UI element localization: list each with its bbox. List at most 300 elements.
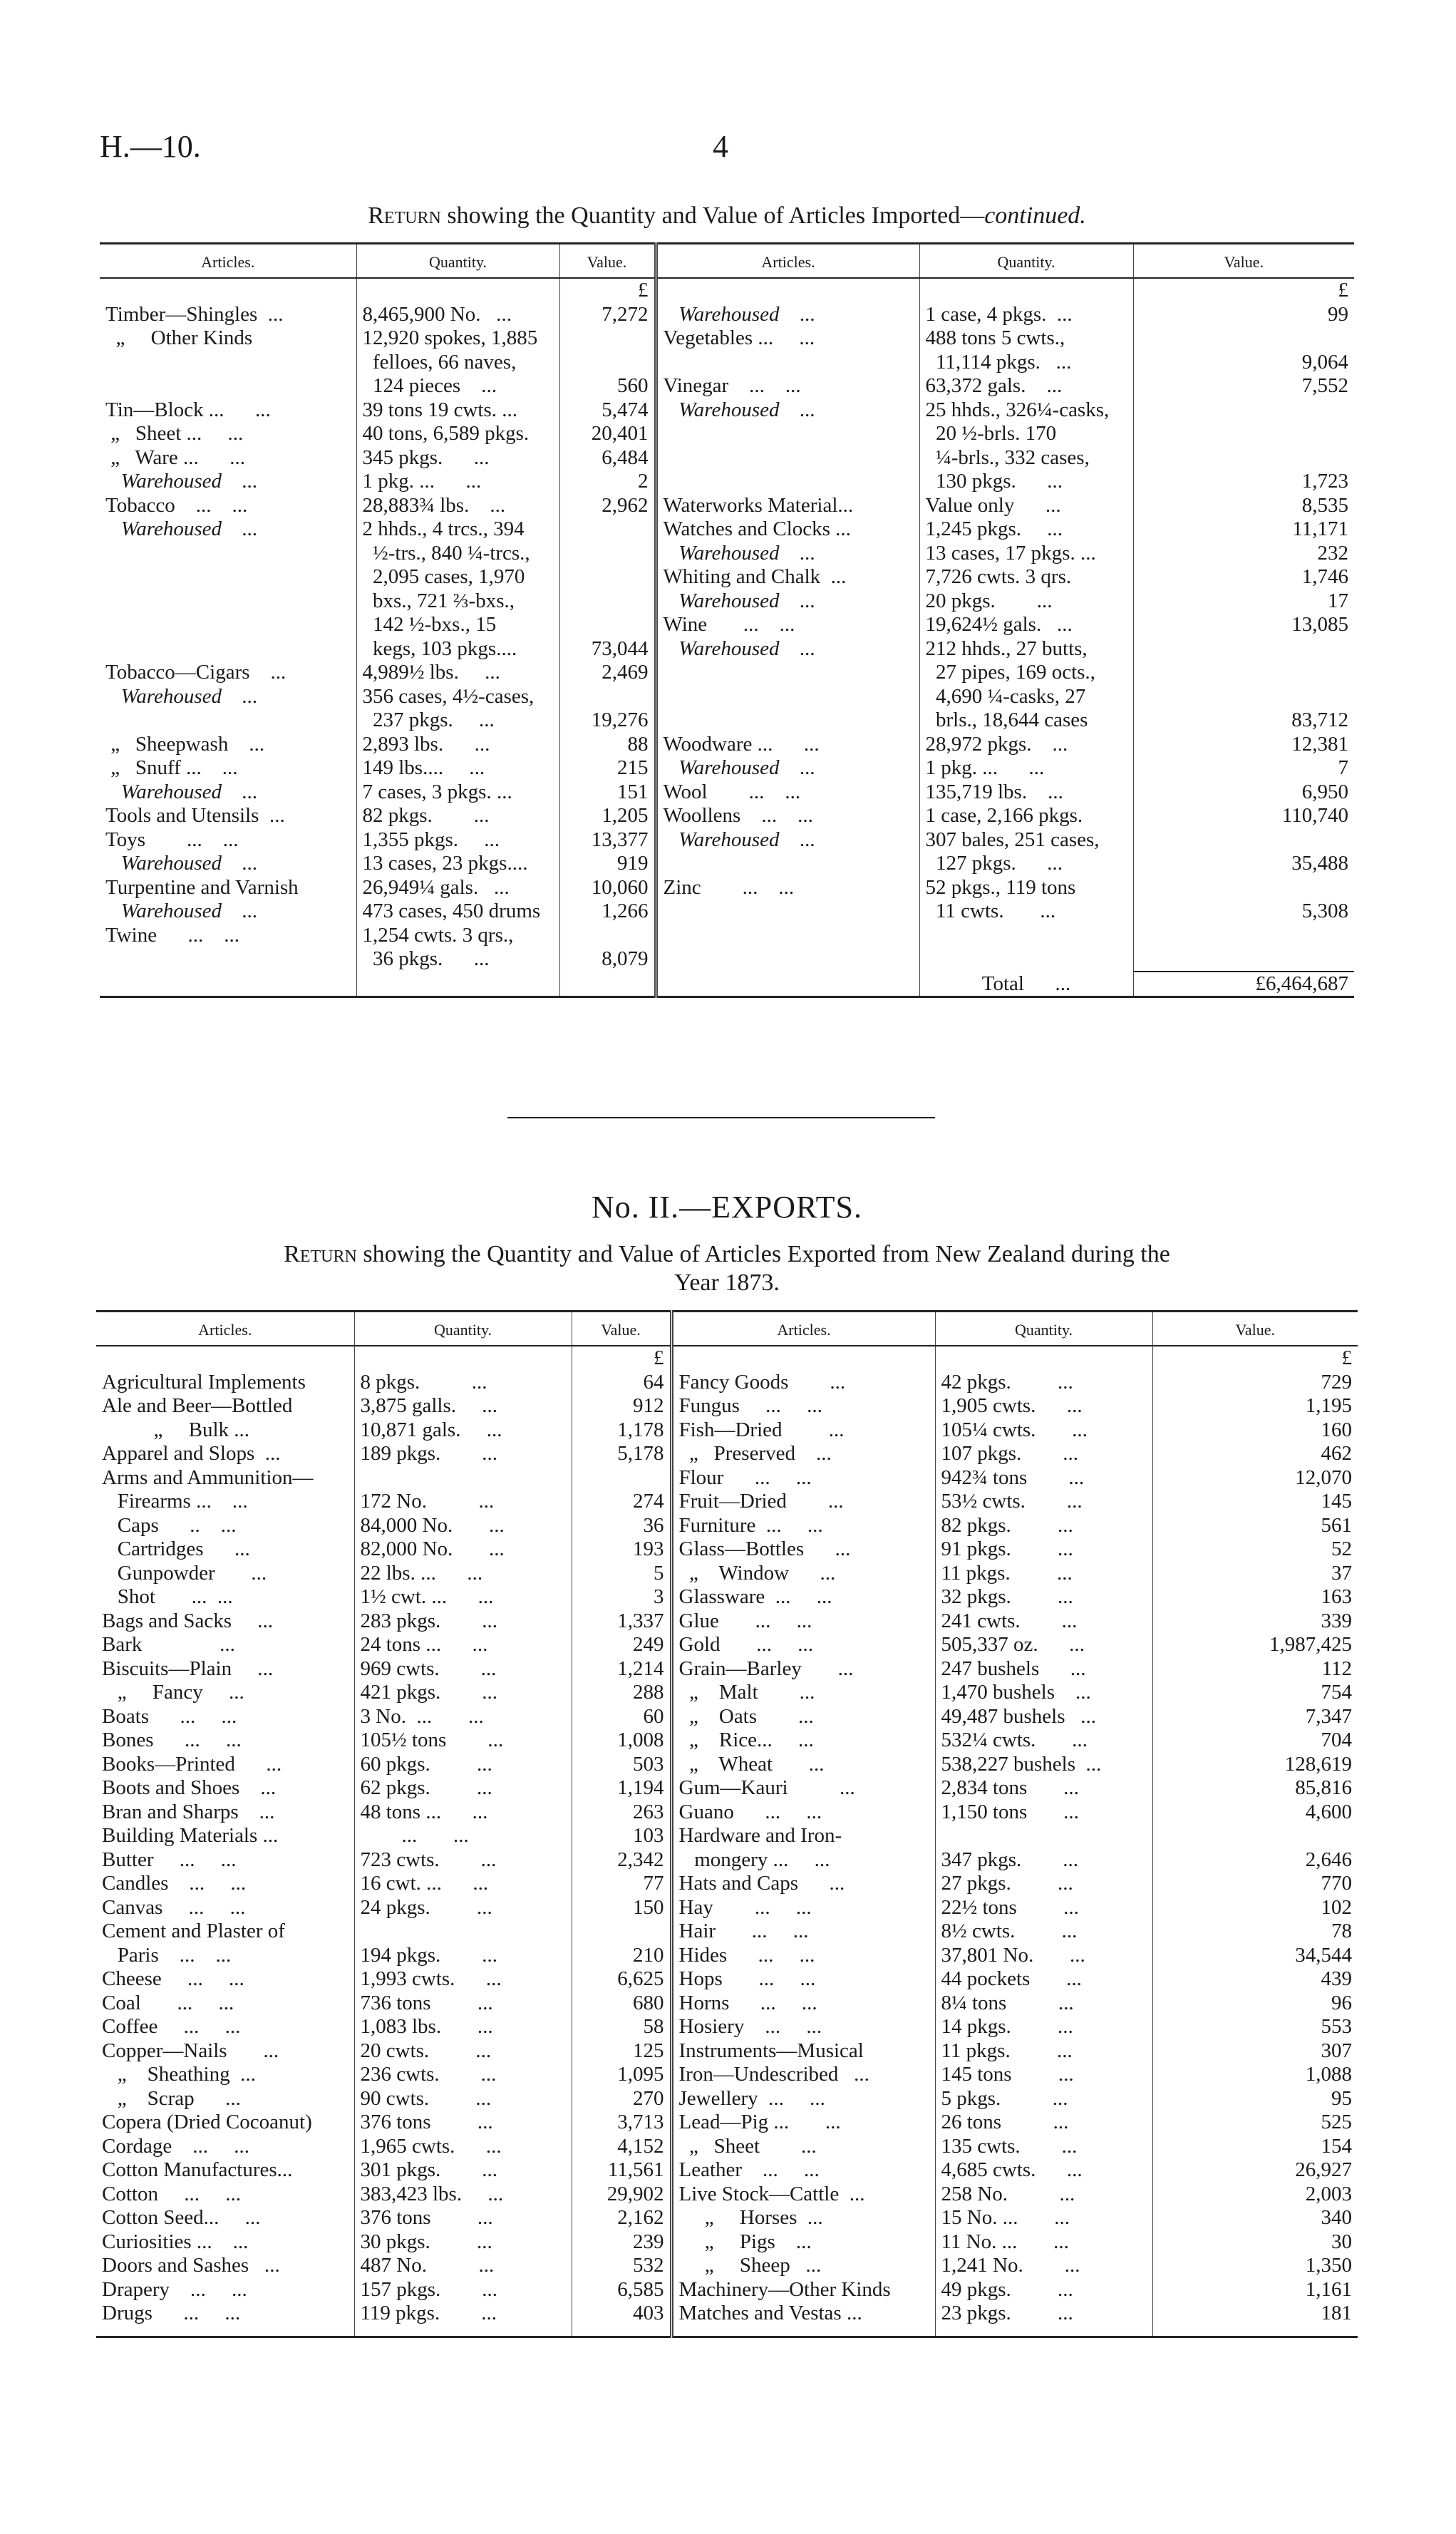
article-name: Candles ... ...: [102, 1872, 247, 1895]
article-quantity: 40 tons, 6,589 pkgs.: [356, 422, 559, 446]
article-name: Jewellery ... ...: [671, 2087, 935, 2111]
article-quantity: 3,875 galls. ...: [354, 1394, 572, 1418]
page-number: 4: [713, 129, 728, 164]
article-value: 3: [572, 1585, 671, 1609]
article-value: [559, 685, 656, 709]
article-quantity: 1,355 pkgs. ...: [356, 828, 559, 853]
article-value: 1,266: [559, 900, 656, 924]
article-name: „ Horses ...: [671, 2206, 935, 2230]
table-row: [100, 924, 1354, 948]
article-value: 5,178: [572, 1442, 671, 1466]
article-name: Gold ... ...: [671, 1633, 935, 1657]
article-quantity: 107 pkgs. ...: [935, 1442, 1152, 1466]
article-name: Bran and Sharps ...: [102, 1800, 275, 1823]
article-value: 13,377: [559, 828, 656, 853]
article-value: [559, 351, 656, 375]
table-row: [96, 2302, 1358, 2326]
article-value: 5,474: [559, 398, 656, 423]
blank-cell: [1152, 2326, 1358, 2337]
blank-cell: [100, 278, 356, 303]
article-quantity: 1½ cwt. ... ...: [354, 1585, 572, 1609]
article-name: „ Rice... ...: [671, 1729, 935, 1753]
exports-caption-text: showing the Quantity and Value of Articles Exported from New Zealand during the: [356, 1241, 1170, 1267]
article-quantity: 14 pkgs. ...: [935, 2015, 1152, 2039]
article-name: Curiosities ... ...: [102, 2230, 249, 2253]
article-name: [100, 613, 356, 637]
article-name: Cotton ... ...: [102, 2182, 241, 2205]
col-header-quantity: Quantity.: [935, 1312, 1152, 1346]
article-value: 7,272: [559, 303, 656, 327]
article-name: Biscuits—Plain ...: [102, 1657, 274, 1680]
article-name: Cement and Plaster of: [102, 1920, 285, 1942]
article-quantity: 3 No. ... ...: [354, 1705, 572, 1729]
imports-table: [100, 242, 1354, 998]
article-name: [100, 351, 356, 375]
article-name: Copper—Nails ...: [102, 2039, 279, 2062]
article-quantity: 42 pkgs. ...: [935, 1371, 1152, 1395]
article-value: 8,079: [559, 947, 656, 972]
article-quantity: 347 pkgs. ...: [935, 1848, 1152, 1873]
article-name: Glue ... ...: [671, 1609, 935, 1634]
article-quantity: 1,470 bushels ...: [935, 1681, 1152, 1705]
article-name: „ Sheathing ...: [102, 2063, 256, 2086]
article-value: 210: [572, 1944, 671, 1968]
article-value: 1,195: [1152, 1394, 1358, 1418]
article-name: Apparel and Slops ...: [102, 1442, 281, 1465]
article-quantity: 258 No. ...: [935, 2183, 1152, 2207]
article-quantity: 135,719 lbs. ...: [919, 781, 1133, 805]
article-name: Warehoused ...: [105, 900, 258, 922]
article-value: 2,162: [572, 2206, 671, 2230]
article-value: 239: [572, 2230, 671, 2255]
table-row: [100, 947, 1354, 972]
article-value: [1133, 446, 1354, 470]
table-row: [100, 613, 1354, 637]
article-name: Matches and Vestas ...: [671, 2302, 935, 2326]
article-value: [1133, 924, 1354, 948]
article-value: 6,585: [572, 2278, 671, 2302]
article-quantity: 20 pkgs. ...: [919, 589, 1133, 614]
article-value: 58: [572, 2015, 671, 2039]
article-quantity: 1 case, 2,166 pkgs.: [919, 804, 1133, 828]
article-value: 99: [1133, 303, 1354, 327]
article-name: Horns ... ...: [671, 1992, 935, 2016]
article-name: Cordage ... ...: [102, 2134, 249, 2158]
article-value: 2,646: [1152, 1848, 1358, 1873]
article-name: Hay ... ...: [671, 1896, 935, 1920]
article-name: Hardware and Iron-: [671, 1824, 935, 1848]
article-value: 2,962: [559, 494, 656, 518]
article-quantity: 1,245 pkgs. ...: [919, 517, 1133, 542]
article-value: 307: [1152, 2039, 1358, 2064]
imports-caption: [100, 202, 1354, 230]
article-quantity: 105¼ cwts. ...: [935, 1418, 1152, 1443]
article-value: 20,401: [559, 422, 656, 446]
article-quantity: 82,000 No. ...: [354, 1538, 572, 1562]
table-row: [96, 2135, 1358, 2159]
article-quantity: 15 No. ... ...: [935, 2206, 1152, 2230]
article-quantity: 39 tons 19 cwts. ...: [356, 398, 559, 423]
article-quantity: 1 pkg. ... ...: [356, 470, 559, 494]
article-value: 83,712: [1133, 709, 1354, 733]
blank-cell: [935, 2326, 1152, 2337]
article-value: 2,003: [1152, 2183, 1358, 2207]
article-value: 52: [1152, 1538, 1358, 1562]
table-row: [96, 1848, 1358, 1873]
article-name: „ Fancy ...: [102, 1681, 244, 1704]
article-quantity: 969 cwts. ...: [354, 1657, 572, 1681]
article-quantity: 1,993 cwts. ...: [354, 1967, 572, 1992]
article-value: 6,484: [559, 446, 656, 470]
article-value: 3,713: [572, 2111, 671, 2135]
article-name: Fish—Dried ...: [671, 1418, 935, 1443]
article-quantity: 172 No. ...: [354, 1490, 572, 1514]
article-quantity: 30 pkgs. ...: [354, 2230, 572, 2255]
article-name: Hats and Caps ...: [671, 1872, 935, 1896]
article-quantity: 27 pipes, 169 octs.,: [919, 661, 1133, 685]
col-header-articles: Articles.: [671, 1312, 935, 1346]
article-quantity: 53½ cwts. ...: [935, 1490, 1152, 1514]
article-quantity: 142 ½-bxs., 15: [356, 613, 559, 637]
blank-cell: [356, 278, 559, 303]
article-value: [1133, 876, 1354, 900]
article-value: [559, 589, 656, 614]
article-name: Warehoused ...: [656, 756, 919, 781]
article-name: [100, 542, 356, 566]
article-quantity: 11,114 pkgs. ...: [919, 351, 1133, 375]
article-name: Warehoused ...: [656, 589, 919, 614]
article-quantity: 212 hhds., 27 butts,: [919, 637, 1133, 661]
table-row: [96, 2230, 1358, 2255]
article-value: 680: [572, 1992, 671, 2016]
article-value: 5,308: [1133, 900, 1354, 924]
article-value: 553: [1152, 2015, 1358, 2039]
currency-symbol: £: [572, 1346, 671, 1371]
table-row: [96, 1490, 1358, 1514]
table-row: [100, 828, 1354, 853]
article-quantity: felloes, 66 naves,: [356, 351, 559, 375]
article-quantity: 11 cwts. ...: [919, 900, 1133, 924]
table-row: [100, 781, 1354, 805]
article-name: Woollens ... ...: [656, 804, 919, 828]
table-row: [96, 1944, 1358, 1968]
article-quantity: 127 pkgs. ...: [919, 852, 1133, 876]
article-value: 729: [1152, 1371, 1358, 1395]
article-value: 10,060: [559, 876, 656, 900]
article-name: „ Scrap ...: [102, 2086, 241, 2110]
article-name: Wine ... ...: [656, 613, 919, 637]
currency-symbol: £: [559, 278, 656, 303]
article-quantity: 63,372 gals. ...: [919, 374, 1133, 398]
article-name: Bark ...: [102, 1633, 235, 1656]
article-quantity: 52 pkgs., 119 tons: [919, 876, 1133, 900]
article-name: Drugs ... ...: [102, 2302, 241, 2324]
article-name: „ Other Kinds: [105, 326, 253, 349]
article-value: [559, 542, 656, 566]
article-quantity: ½-trs., 840 ¼-trcs.,: [356, 542, 559, 566]
article-name: Fungus ... ...: [671, 1394, 935, 1418]
exports-caption: [100, 1240, 1354, 1297]
article-quantity: 1,905 cwts. ...: [935, 1394, 1152, 1418]
blank-cell: [572, 2326, 671, 2337]
table-row: [100, 517, 1354, 542]
blank-cell: [935, 1346, 1152, 1371]
article-name: Cartridges ...: [102, 1538, 250, 1560]
article-name: „ Oats ...: [671, 1705, 935, 1729]
article-value: 403: [572, 2302, 671, 2326]
article-quantity: Value only ...: [919, 494, 1133, 518]
article-value: 145: [1152, 1490, 1358, 1514]
article-value: 77: [572, 1872, 671, 1896]
article-value: 6,950: [1133, 781, 1354, 805]
article-value: 263: [572, 1801, 671, 1825]
blank-cell: [354, 2326, 572, 2337]
article-value: 96: [1152, 1992, 1358, 2016]
article-quantity: 36 pkgs. ...: [356, 947, 559, 972]
article-quantity: 4,690 ¼-casks, 27: [919, 685, 1133, 709]
article-value: 73,044: [559, 637, 656, 661]
exports-header-row: [96, 1312, 1358, 1346]
article-name: [656, 900, 919, 924]
article-name: Tobacco ... ...: [105, 493, 248, 517]
article-quantity: 8½ cwts. ...: [935, 1920, 1152, 1944]
article-name: Lead—Pig ... ...: [671, 2111, 935, 2135]
table-row: [96, 1776, 1358, 1801]
total-row: [100, 972, 1354, 997]
table-row: [96, 1514, 1358, 1538]
article-value: [572, 1466, 671, 1490]
article-name: Warehoused ...: [105, 852, 258, 875]
article-name: [656, 924, 919, 948]
article-quantity: 505,337 oz. ...: [935, 1633, 1152, 1657]
article-value: [1133, 661, 1354, 685]
blank-cell: [919, 278, 1133, 303]
article-quantity: 16 cwt. ... ...: [354, 1872, 572, 1896]
article-name: Grain—Barley ...: [671, 1657, 935, 1681]
article-name: Hides ... ...: [671, 1944, 935, 1968]
article-name: Bags and Sacks ...: [102, 1609, 274, 1632]
article-value: 160: [1152, 1418, 1358, 1443]
blank-cell: [354, 1346, 572, 1371]
article-quantity: 22 lbs. ... ...: [354, 1562, 572, 1586]
col-header-value: Value.: [1133, 244, 1354, 279]
article-quantity: 723 cwts. ...: [354, 1848, 572, 1873]
article-name: [656, 685, 919, 709]
article-value: 1,746: [1133, 565, 1354, 589]
table-row: [100, 398, 1354, 423]
table-row: [96, 2111, 1358, 2135]
article-value: 1,161: [1152, 2278, 1358, 2302]
article-value: [1133, 422, 1354, 446]
table-row: [100, 303, 1354, 327]
article-value: 770: [1152, 1872, 1358, 1896]
article-name: [656, 709, 919, 733]
table-row: [100, 326, 1354, 351]
article-value: 12,381: [1133, 733, 1354, 757]
article-quantity: 189 pkgs. ...: [354, 1442, 572, 1466]
article-name: Hops ... ...: [671, 1967, 935, 1992]
table-row: [96, 1824, 1358, 1848]
col-header-articles: Articles.: [96, 1312, 354, 1346]
article-value: 13,085: [1133, 613, 1354, 637]
article-name: Watches and Clocks ...: [656, 517, 919, 542]
article-name: Bones ... ...: [102, 1729, 242, 1751]
article-quantity: bxs., 721 ⅔-bxs.,: [356, 589, 559, 614]
imports-caption-lead: Return: [368, 202, 441, 229]
article-quantity: 26,949¼ gals. ...: [356, 876, 559, 900]
article-name: „ Malt ...: [671, 1681, 935, 1705]
article-value: 532: [572, 2254, 671, 2278]
total-label: Total ...: [919, 972, 1133, 997]
col-header-articles: Articles.: [100, 244, 356, 279]
article-value: 6,625: [572, 1967, 671, 1992]
article-value: 8,535: [1133, 494, 1354, 518]
col-header-quantity: Quantity.: [356, 244, 559, 279]
col-header-value: Value.: [572, 1312, 671, 1346]
exports-table: [96, 1310, 1358, 2338]
article-name: Whiting and Chalk ...: [656, 565, 919, 589]
article-value: 1,987,425: [1152, 1633, 1358, 1657]
article-name: Glassware ... ...: [671, 1585, 935, 1609]
article-value: 4,600: [1152, 1801, 1358, 1825]
article-value: [1133, 326, 1354, 351]
article-name: Coal ... ...: [102, 1991, 234, 2014]
imports-header-row: [100, 244, 1354, 279]
table-row: [96, 1920, 1358, 1944]
article-quantity: 49 pkgs. ...: [935, 2278, 1152, 2302]
article-value: 754: [1152, 1681, 1358, 1705]
article-name: [656, 446, 919, 470]
article-name: [656, 470, 919, 494]
article-name: Cheese ... ...: [102, 1967, 244, 1990]
article-value: [1152, 1824, 1358, 1848]
article-value: 1,723: [1133, 470, 1354, 494]
article-value: 36: [572, 1514, 671, 1538]
total-value: £6,464,687: [1133, 972, 1354, 997]
article-value: 78: [1152, 1920, 1358, 1944]
article-value: 29,902: [572, 2183, 671, 2207]
article-name: Woodware ... ...: [656, 733, 919, 757]
col-header-quantity: Quantity.: [919, 244, 1133, 279]
imports-table-body: [100, 278, 1354, 997]
article-quantity: 27 pkgs. ...: [935, 1872, 1152, 1896]
article-value: 704: [1152, 1729, 1358, 1753]
article-name: [100, 709, 356, 733]
article-name: Leather ... ...: [671, 2158, 935, 2183]
currency-symbol: £: [1133, 278, 1354, 303]
article-name: Caps .. ...: [102, 1513, 237, 1537]
article-quantity: 1,150 tons ...: [935, 1801, 1152, 1825]
article-value: 561: [1152, 1514, 1358, 1538]
blank-cell: [671, 1346, 935, 1371]
page-reference: H.—10.: [100, 129, 201, 164]
article-name: Warehoused ...: [105, 684, 258, 708]
article-value: 525: [1152, 2111, 1358, 2135]
article-name: [100, 947, 356, 972]
article-quantity: 345 pkgs. ...: [356, 446, 559, 470]
article-value: 7: [1133, 756, 1354, 781]
article-quantity: 91 pkgs. ...: [935, 1538, 1152, 1562]
table-row: [100, 589, 1354, 614]
blank-cell: [656, 972, 919, 997]
article-name: Warehoused ...: [656, 542, 919, 566]
article-quantity: 283 pkgs. ...: [354, 1609, 572, 1634]
article-name: Wool ... ...: [656, 781, 919, 805]
table-row: [96, 1609, 1358, 1634]
article-quantity: 135 cwts. ...: [935, 2135, 1152, 2159]
table-row: [100, 422, 1354, 446]
table-row: [100, 756, 1354, 781]
article-value: 102: [1152, 1896, 1358, 1920]
blank-cell: [656, 278, 919, 303]
exports-section-title: No. II.—EXPORTS.: [591, 1190, 863, 1225]
article-quantity: 25 hhds., 326¼-casks,: [919, 398, 1133, 423]
article-name: Furniture ... ...: [671, 1514, 935, 1538]
article-value: 19,276: [559, 709, 656, 733]
article-name: Timber—Shingles ...: [105, 302, 284, 326]
section-divider: [507, 1117, 935, 1118]
article-quantity: 82 pkgs. ...: [356, 804, 559, 828]
article-value: 95: [1152, 2087, 1358, 2111]
article-value: 154: [1152, 2135, 1358, 2159]
article-value: 26,927: [1152, 2158, 1358, 2183]
article-value: [1133, 637, 1354, 661]
article-quantity: 2,893 lbs. ...: [356, 733, 559, 757]
article-name: [656, 422, 919, 446]
article-name: „ Window ...: [671, 1562, 935, 1586]
article-name: Machinery—Other Kinds: [671, 2278, 935, 2302]
article-quantity: 84,000 No. ...: [354, 1514, 572, 1538]
article-quantity: 149 lbs.... ...: [356, 756, 559, 781]
article-quantity: [919, 947, 1133, 972]
article-name: Hosiery ... ...: [671, 2015, 935, 2039]
table-row: [96, 1729, 1358, 1753]
article-quantity: 488 tons 5 cwts.,: [919, 326, 1133, 351]
article-quantity: 11 pkgs. ...: [935, 1562, 1152, 1586]
article-quantity: 22½ tons ...: [935, 1896, 1152, 1920]
article-value: [572, 1920, 671, 1944]
article-quantity: 19,624½ gals. ...: [919, 613, 1133, 637]
article-name: Tools and Utensils ...: [105, 804, 285, 827]
article-quantity: 60 pkgs. ...: [354, 1753, 572, 1777]
article-value: 919: [559, 852, 656, 876]
article-value: 85,816: [1152, 1776, 1358, 1801]
table-row: [100, 637, 1354, 661]
article-name: Turpentine and Varnish: [105, 875, 299, 899]
article-value: 462: [1152, 1442, 1358, 1466]
article-name: „ Pigs ...: [671, 2230, 935, 2255]
article-name: Tin—Block ... ...: [105, 398, 271, 421]
article-quantity: 28,883¾ lbs. ...: [356, 494, 559, 518]
table-row: [100, 542, 1354, 566]
article-value: [559, 613, 656, 637]
article-quantity: 1 case, 4 pkgs. ...: [919, 303, 1133, 327]
article-quantity: [354, 1466, 572, 1490]
table-row: [100, 374, 1354, 398]
article-quantity: 26 tons ...: [935, 2111, 1152, 2135]
article-value: 232: [1133, 542, 1354, 566]
article-value: 1,178: [572, 1418, 671, 1443]
article-value: 125: [572, 2039, 671, 2064]
article-quantity: 32 pkgs. ...: [935, 1585, 1152, 1609]
table-row: [100, 852, 1354, 876]
article-name: „ Sheepwash ...: [105, 732, 265, 756]
table-row: [96, 1657, 1358, 1681]
article-name: Gunpowder ...: [102, 1561, 267, 1585]
table-end-spacer: [96, 2326, 1358, 2337]
article-value: 340: [1152, 2206, 1358, 2230]
article-name: mongery ... ...: [671, 1848, 935, 1873]
